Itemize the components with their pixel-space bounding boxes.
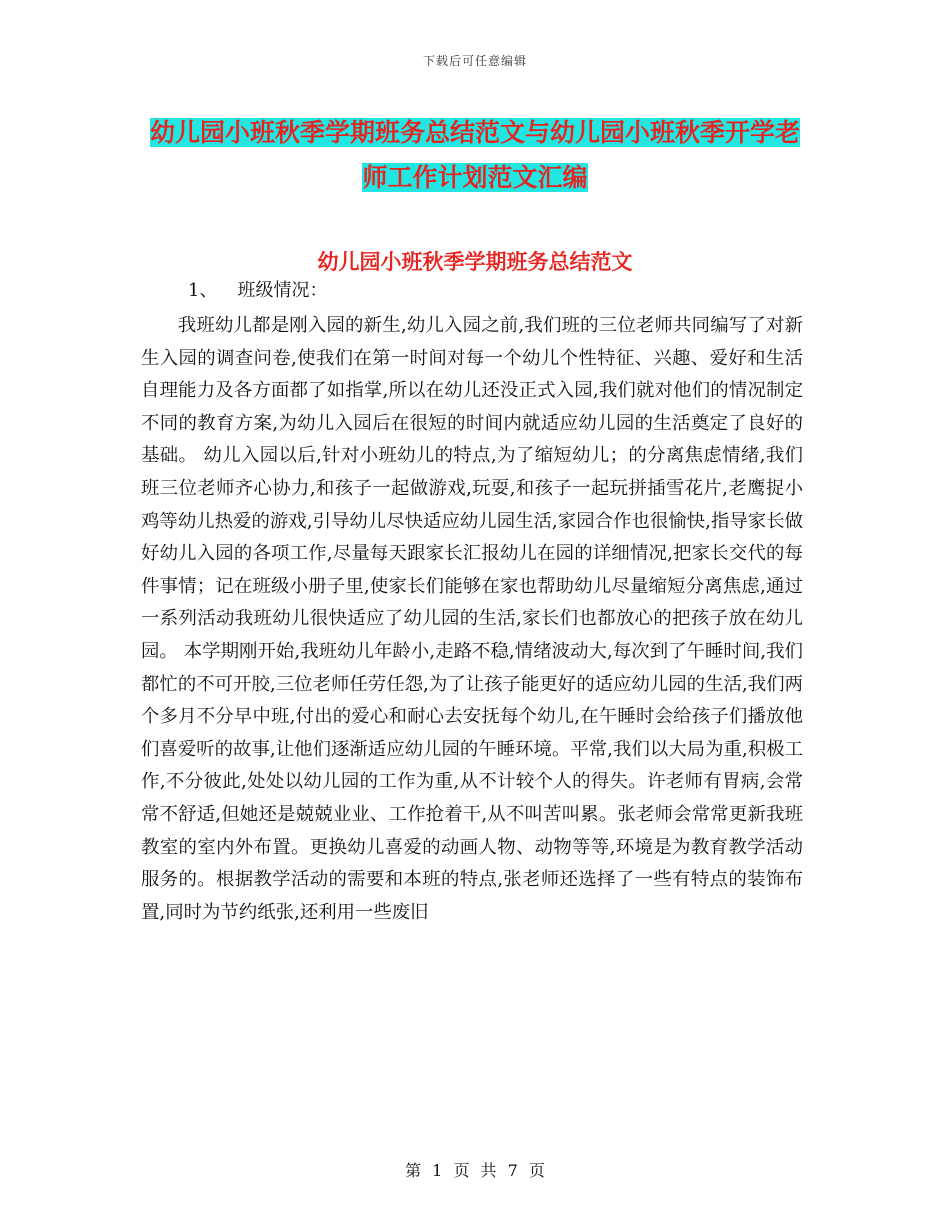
document-title [150,110,800,200]
item-heading [188,276,327,302]
body-paragraph: 我班幼儿都是刚入园的新生,幼儿入园之前,我们班的三位老师共同编写了对新生入园的调查问卷,使我们在第一时间对每一个幼儿个性特征、兴趣、爱好和生活自理能力及各方面都了如指掌,所以在幼儿还没正式入园,我们就对他们的情况制定不同的教育方案,为幼儿入园后在很短的时间内就适应幼儿园的生活奠定了良好的基础。 幼儿入园以后,针对小班幼儿的特点,为了缩短幼儿；的分离焦虑情绪,我们班三位老师齐心协力,和孩子一起做游戏,玩耍,和孩子一起玩拼插雪花片,老鹰捉小鸡等幼儿热爱的游戏,引导幼儿尽快适应幼儿园生活,家园合作也很愉快,指导家长做好幼儿入园的各项工作,尽量每天跟家长汇报幼儿在园的详细情况,把家长交代的每件事情；记在班级小册子里,使家长们能够在家也帮助幼儿尽量缩短分离焦虑,通过一系列活动我班幼儿很快适应了幼儿园的生活,家长们也都放心的把孩子放在幼儿园。 本学期刚开始,我班幼儿年龄小,走路不稳,情绪波动大,每次到了午睡时间,我们都忙的不可开胶,三位老师任劳任怨,为了让孩子能更好的适应幼儿园的生活,我们两个多月不分早中班,付出的爱心和耐心去安抚每个幼儿,在午睡时会给孩子们播放他们喜爱听的故事,让他们逐渐适应幼儿园的午睡环境。平常,我们以大局为重,积极工作,不分彼此,处处以幼儿园的工作为重,从不计较个人的得失。许老师有胃病,会常常不舒适,但她还是兢兢业业、工作抢着干,从不叫苦叫累。张老师会常常更新我班教室的室内外布置。更换幼儿喜爱的动画人物、动物等等,环境是为教育教学活动服务的。根据教学活动的需要和本班的特点,张老师还选择了一些有特点的装饰布置,同时为节约纸张,还利用一些废旧 [141,315,803,923]
page-footer: 第 1 页 共 7 页 [405,1161,545,1180]
section-title: 幼儿园小班秋季学期班务总结范文 [317,249,633,274]
header-note: 下载后可任意编辑 [422,54,527,68]
item-label: 班级情况： [237,280,328,301]
document-title-text: 幼儿园小班秋季学期班务总结范文与幼儿园小班秋季开学老师工作计划范文汇编 [150,118,801,192]
item-number: 1、 [188,280,218,301]
